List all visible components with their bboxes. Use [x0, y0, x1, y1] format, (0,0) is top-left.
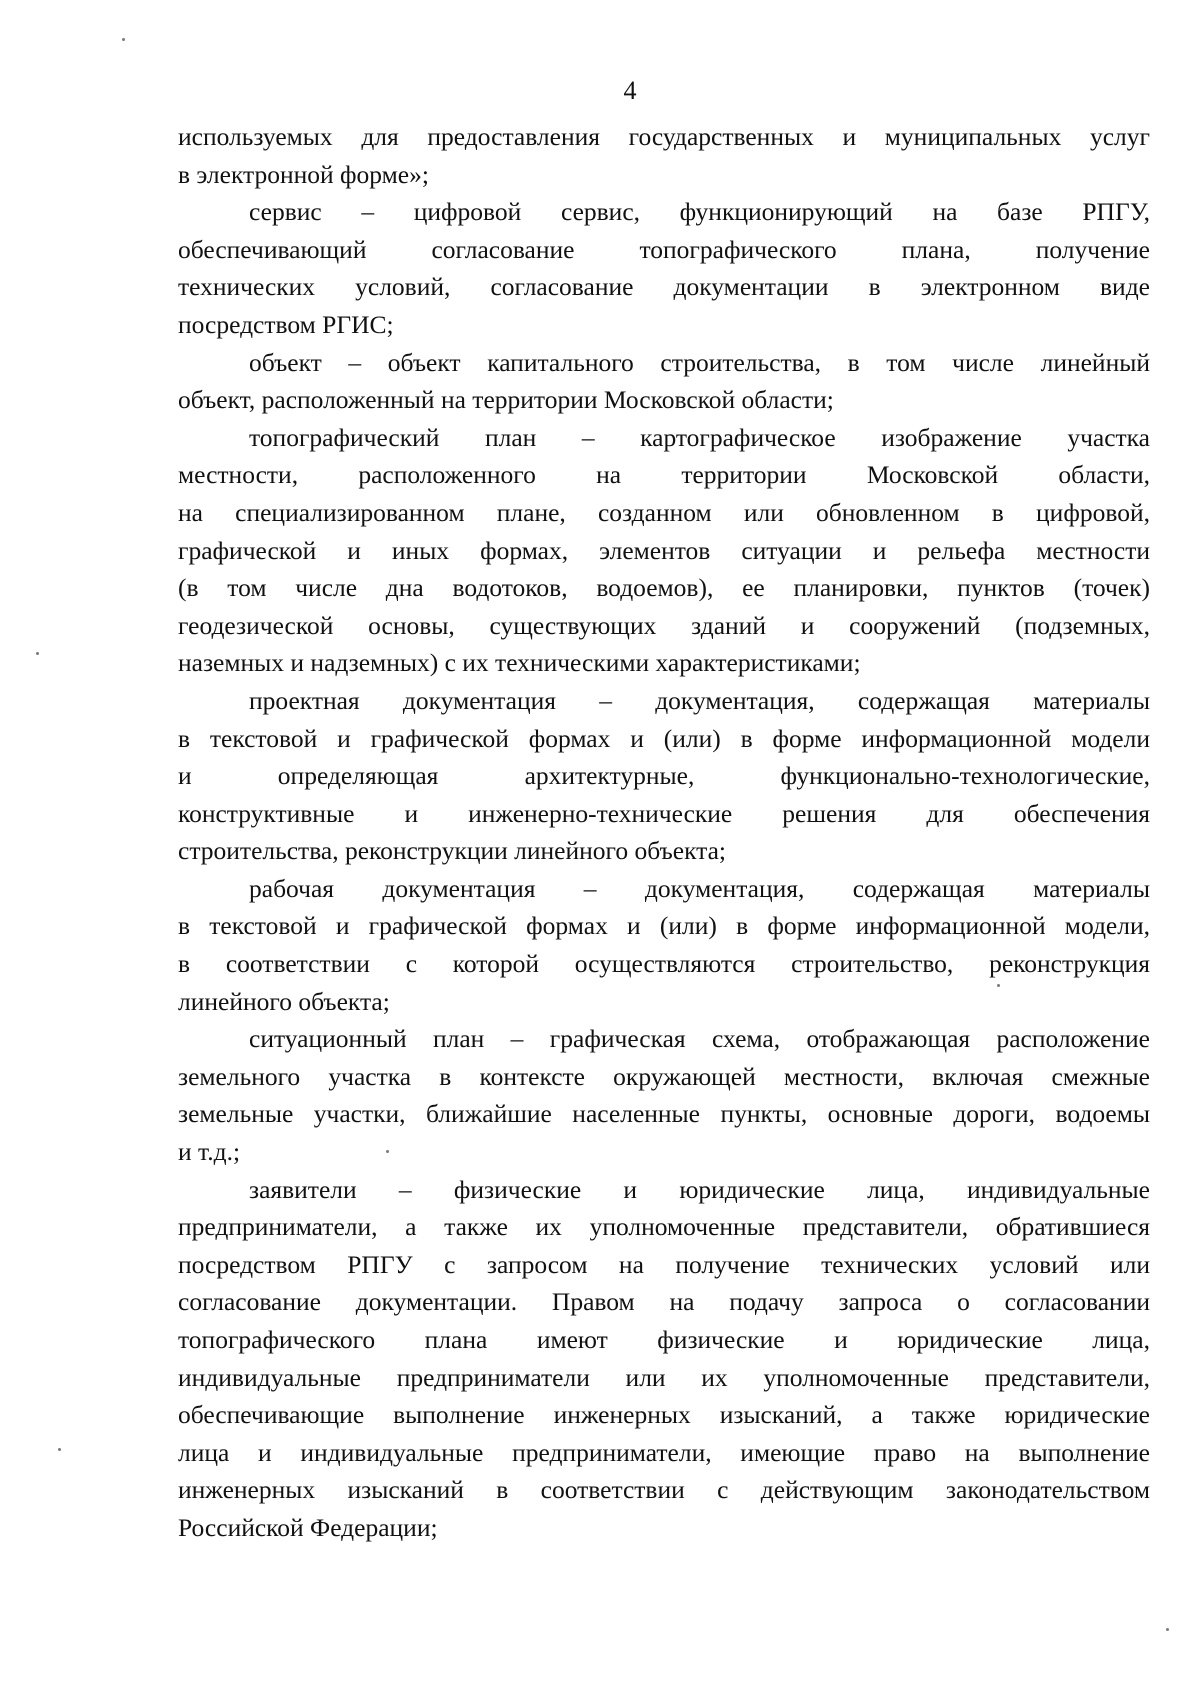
text-line: посредством РПГУ с запросом на получение технических условий или — [178, 1249, 1150, 1279]
text-line: и т.д.; — [178, 1137, 241, 1167]
text-line: посредством РГИС; — [178, 309, 394, 339]
text-line: в текстовой и графической формах и (или) в форме информационной модели — [178, 723, 1150, 753]
text-line: местности, расположенного на территории Московской области, — [178, 460, 1150, 490]
scan-speck — [1166, 1628, 1169, 1631]
text-line: конструктивные и инженерно-технические решения для обеспечения — [178, 798, 1150, 828]
text-line: в соответствии с которой осуществляются строительство, реконструкция — [178, 949, 1150, 979]
text-line: в текстовой и графической формах и (или) в форме информационной модели, — [178, 911, 1150, 941]
text-line: на специализированном плане, созданном или обновленном в цифровой, — [178, 497, 1150, 527]
scan-speck — [36, 652, 39, 655]
text-line: предприниматели, а также их уполномоченные представители, обратившиеся — [178, 1212, 1150, 1242]
text-line: лица и индивидуальные предприниматели, имеющие право на выполнение — [178, 1437, 1150, 1467]
text-line: заявители – физические и юридические лица, индивидуальные — [249, 1174, 1150, 1204]
text-line: обеспечивающий согласование топографического плана, получение — [178, 234, 1150, 264]
text-line: строительства, реконструкции линейного объекта; — [178, 836, 727, 866]
text-line: топографического плана имеют физические и юридические лица, — [178, 1325, 1150, 1354]
text-line: в электронной форме»; — [178, 159, 429, 189]
scan-speck — [122, 38, 125, 41]
text-line: объект, расположенный на территории Московской области; — [178, 385, 834, 415]
text-line: используемых для предоставления государственных и муниципальных услуг — [178, 122, 1150, 151]
scan-speck — [997, 984, 1000, 987]
text-line: земельного участка в контексте окружающей местности, включая смежные — [178, 1061, 1150, 1091]
text-line: инженерных изысканий в соответствии с действующим законодательством — [178, 1475, 1150, 1505]
text-line: ситуационный план – графическая схема, отображающая расположение — [249, 1024, 1150, 1054]
text-line: обеспечивающие выполнение инженерных изысканий, а также юридические — [178, 1400, 1150, 1430]
scan-speck — [58, 1448, 61, 1451]
text-line: и определяющая архитектурные, функционально-технологические, — [178, 761, 1150, 791]
text-line: топографический план – картографическое изображение участка — [249, 422, 1150, 452]
text-line: линейного объекта; — [178, 986, 390, 1016]
text-line: объект – объект капитального строительства, в том числе линейный — [249, 347, 1150, 377]
text-line: графической и иных формах, элементов ситуации и рельефа местности — [178, 535, 1150, 565]
text-line: сервис – цифровой сервис, функционирующий на базе РПГУ, — [249, 197, 1150, 227]
page-number: 4 — [623, 76, 637, 105]
text-line: рабочая документация – документация, содержащая материалы — [249, 873, 1150, 903]
text-line: согласование документации. Правом на подачу запроса о согласовании — [178, 1287, 1150, 1317]
text-line: (в том числе дна водотоков, водоемов), ее планировки, пунктов (точек) — [178, 573, 1150, 603]
text-line: индивидуальные предприниматели или их уполномоченные представители, — [178, 1362, 1150, 1392]
text-line: технических условий, согласование документации в электронном виде — [178, 272, 1150, 302]
text-line: Российской Федерации; — [178, 1512, 438, 1542]
text-line: наземных и надземных) с их техническими характеристиками; — [178, 648, 861, 678]
text-line: геодезической основы, существующих зданий и сооружений (подземных, — [178, 610, 1150, 640]
body-text — [178, 118, 1150, 1547]
text-line: земельные участки, ближайшие населенные пункты, основные дороги, водоемы — [178, 1099, 1150, 1129]
scan-speck — [386, 1150, 389, 1153]
text-line: проектная документация – документация, содержащая материалы — [249, 685, 1150, 715]
